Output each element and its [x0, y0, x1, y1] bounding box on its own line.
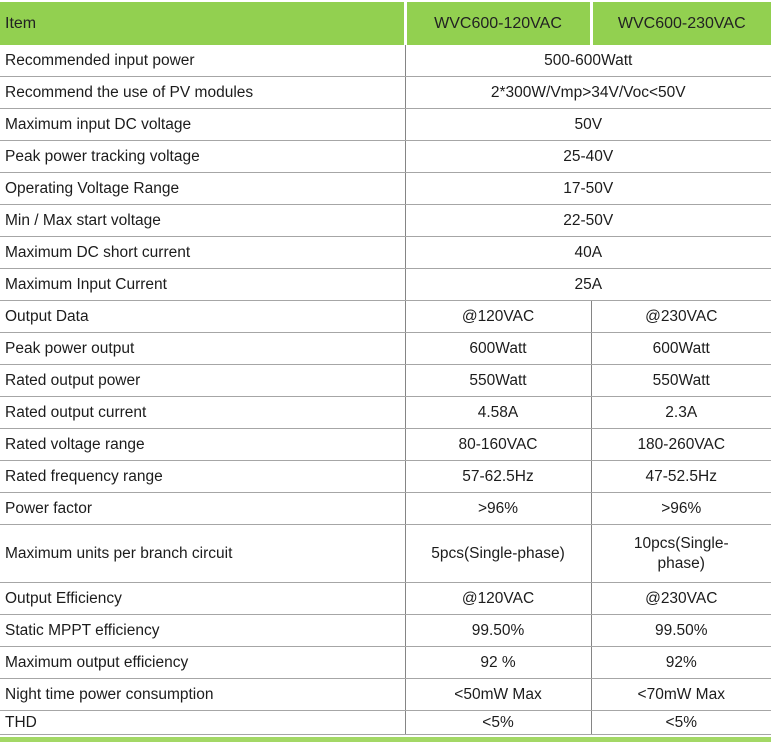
row-label: Rated frequency range: [0, 461, 405, 493]
row-value-120vac: 92 %: [405, 647, 591, 679]
row-value-120vac: <5%: [405, 711, 591, 735]
row-label: Rated output current: [0, 397, 405, 429]
spec-row: [0, 647, 771, 679]
spec-row: [0, 109, 771, 141]
row-value-merged: 500-600Watt: [405, 45, 771, 77]
row-label: Peak power tracking voltage: [0, 141, 405, 173]
row-value-230vac: 600Watt: [591, 333, 771, 365]
row-label: Recommended input power: [0, 45, 405, 77]
row-value-230vac: <70mW Max: [591, 679, 771, 711]
row-value-230vac: >96%: [591, 493, 771, 525]
spec-row: [0, 333, 771, 365]
row-label: Maximum DC short current: [0, 237, 405, 269]
row-value-merged: 25-40V: [405, 141, 771, 173]
row-value-merged: 25A: [405, 269, 771, 301]
spec-row: [0, 615, 771, 647]
spec-row: [0, 583, 771, 615]
row-value-120vac: @120VAC: [405, 583, 591, 615]
column-header-120vac: WVC600-120VAC: [405, 2, 591, 45]
row-value-120vac: 5pcs(Single-phase): [405, 525, 591, 583]
row-value-120vac: 550Watt: [405, 365, 591, 397]
row-value-230vac: 10pcs(Single-phase): [591, 525, 771, 583]
row-value-230vac: 550Watt: [591, 365, 771, 397]
spec-table: [0, 2, 771, 735]
spec-row: [0, 141, 771, 173]
spec-row: [0, 45, 771, 77]
row-label: THD: [0, 711, 405, 735]
row-label: Peak power output: [0, 333, 405, 365]
row-value-120vac: @120VAC: [405, 301, 591, 333]
row-value-230vac: 92%: [591, 647, 771, 679]
spec-row: [0, 77, 771, 109]
spec-row: [0, 365, 771, 397]
row-value-230vac: @230VAC: [591, 301, 771, 333]
row-value-120vac: 99.50%: [405, 615, 591, 647]
row-label: Night time power consumption: [0, 679, 405, 711]
row-label: Maximum input DC voltage: [0, 109, 405, 141]
row-label: Static MPPT efficiency: [0, 615, 405, 647]
row-value-merged: 2*300W/Vmp>34V/Voc<50V: [405, 77, 771, 109]
row-label: Rated voltage range: [0, 429, 405, 461]
row-label: Operating Voltage Range: [0, 173, 405, 205]
row-value-230vac: <5%: [591, 711, 771, 735]
row-value-120vac: <50mW Max: [405, 679, 591, 711]
column-header-item: Item: [0, 2, 405, 45]
row-label: Recommend the use of PV modules: [0, 77, 405, 109]
row-value-120vac: >96%: [405, 493, 591, 525]
spec-row: [0, 525, 771, 583]
row-value-230vac: @230VAC: [591, 583, 771, 615]
row-label: Min / Max start voltage: [0, 205, 405, 237]
table-header-row: [0, 2, 771, 45]
row-value-merged: 40A: [405, 237, 771, 269]
footer-accent-bar: [0, 737, 771, 742]
spec-row: [0, 493, 771, 525]
spec-row: [0, 237, 771, 269]
row-value-120vac: 600Watt: [405, 333, 591, 365]
spec-row: [0, 429, 771, 461]
row-label: Rated output power: [0, 365, 405, 397]
spec-row: [0, 205, 771, 237]
row-value-230vac: 47-52.5Hz: [591, 461, 771, 493]
row-label: Power factor: [0, 493, 405, 525]
row-value-230vac: 2.3A: [591, 397, 771, 429]
spec-row: [0, 397, 771, 429]
row-value-120vac: 80-160VAC: [405, 429, 591, 461]
row-label: Maximum output efficiency: [0, 647, 405, 679]
row-value-230vac: 99.50%: [591, 615, 771, 647]
row-value-merged: 50V: [405, 109, 771, 141]
row-label: Maximum Input Current: [0, 269, 405, 301]
row-value-merged: 22-50V: [405, 205, 771, 237]
spec-row: [0, 711, 771, 735]
row-value-230vac: 180-260VAC: [591, 429, 771, 461]
spec-row: [0, 269, 771, 301]
row-value-120vac: 57-62.5Hz: [405, 461, 591, 493]
column-header-230vac: WVC600-230VAC: [591, 2, 771, 45]
row-label: Maximum units per branch circuit: [0, 525, 405, 583]
row-value-120vac: 4.58A: [405, 397, 591, 429]
spec-row: [0, 173, 771, 205]
row-label: Output Efficiency: [0, 583, 405, 615]
row-label: Output Data: [0, 301, 405, 333]
spec-row: [0, 461, 771, 493]
row-value-merged: 17-50V: [405, 173, 771, 205]
spec-row: [0, 301, 771, 333]
spec-row: [0, 679, 771, 711]
